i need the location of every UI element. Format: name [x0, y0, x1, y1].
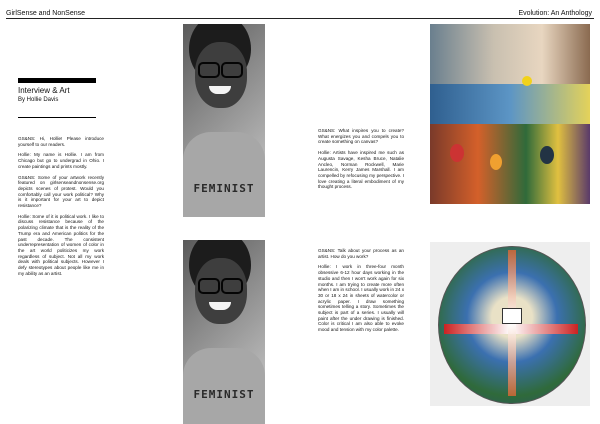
- paragraph: Hollie: Some of it is political work. I like to discuss resistance because of the polarizing climate that is the reality of the Trump era and American politics for the past decade. The consistent underrepresentation of women of color in the art world politicizes my work regardless of subject. Not all my work deals with political subjects. However I defy stereotypes about people like me in my ability as an artist.: [18, 213, 104, 276]
- paragraph: Hollie: My name is Hollie. I am from Chicago but go to undergrad in Ohio. I create paintings and prints mostly.: [18, 152, 104, 169]
- paragraph: GS&NS: Some of your artwork recently featured on girlsenseandnonsense.org depicts scenes of protest. Would you comfortably call your work political? Why is it important for your art to depict resistance?: [18, 174, 104, 209]
- paragraph: GS&NS: Talk about your process as an artist. How do you work?: [318, 248, 404, 259]
- protest-painting: [430, 24, 590, 204]
- interview-column-2a: [318, 128, 404, 195]
- shirt-text: FEMINIST: [193, 182, 255, 195]
- shirt-text: FEMINIST: [193, 388, 255, 401]
- byline-rule: [18, 117, 96, 118]
- paragraph: GS&NS: Hi, Hollie! Please introduce yourself to our readers.: [18, 136, 104, 147]
- portrait-photo-top: [183, 24, 265, 217]
- header-rule: [6, 18, 594, 19]
- title-bar: [18, 78, 96, 83]
- paragraph: Hollie: I work in three-four month obsessive 6-12 hour days working in the studio and then I won't work again for six months. I am trying to create more often when I am in school. I usually work in 24 x 30 or 18 x 24 in sheets of watercolor or acrylic paper. I draw something sometimes telling a story. Sometimes the subject is part of a series. I usually will paint after the under drawing is finished. Color is critical I am also able to evoke mood and tension with my color palette.: [318, 264, 404, 333]
- paragraph: Hollie: Artists have inspired me such as Augusta Savage, Kesha Bruce, Natalie Ancleo, Norman Rockwell, Marie Laurencin, Kerry James Marshall. I am compelled by refocusing my perspective. I love creating a literal embodiment of my thought process.: [318, 150, 404, 190]
- article-byline: By Hollie Davis: [18, 97, 59, 103]
- interview-column-1: [18, 136, 104, 281]
- interview-column-2b: [318, 248, 404, 338]
- paragraph: GS&NS: What inspires you to create? What energizes you and compels you to create something on canvas?: [318, 128, 404, 145]
- header-right: Evolution: An Anthology: [518, 10, 592, 17]
- header-left: GirlSense and NonSense: [6, 10, 85, 17]
- portrait-photo-bottom: [183, 240, 265, 424]
- circular-painting: [430, 242, 590, 406]
- article-title: Interview & Art: [18, 86, 70, 95]
